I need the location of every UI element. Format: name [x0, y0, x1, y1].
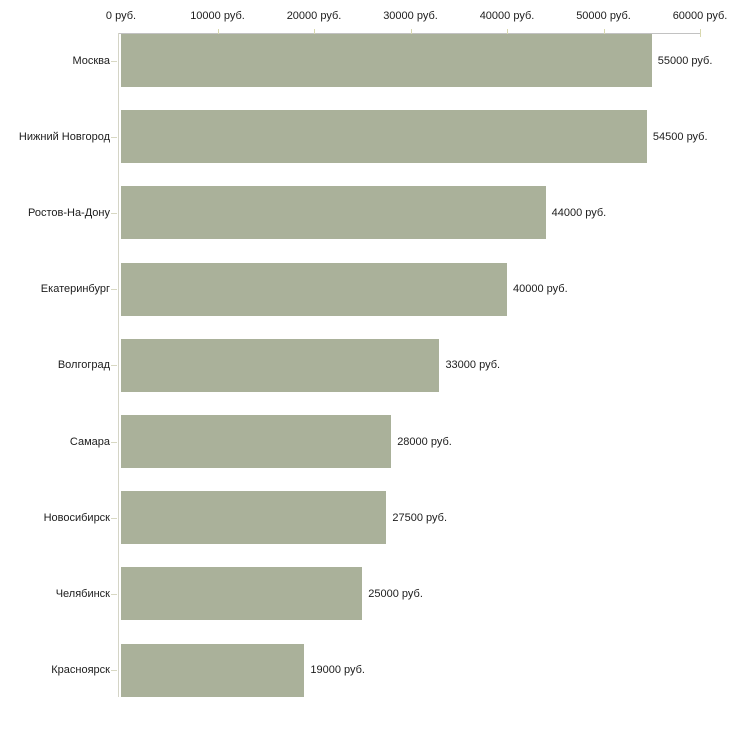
value-label: 28000 руб. [397, 435, 452, 448]
category-tick-mark [111, 670, 117, 671]
bar-9 [121, 644, 304, 697]
x-tick-label: 50000 руб. [576, 10, 631, 22]
bar-1 [121, 34, 652, 87]
category-label: Нижний Новгород [18, 130, 110, 143]
category-label: Москва [72, 54, 110, 67]
category-label: Самара [69, 435, 110, 448]
value-label: 44000 руб. [551, 206, 607, 219]
value-label: 40000 руб. [513, 283, 568, 296]
x-tick-label: 40000 руб. [479, 10, 535, 22]
category-tick-mark [111, 137, 117, 138]
category-tick-mark [111, 289, 117, 290]
bar-2 [121, 110, 647, 163]
category-tick-mark [111, 594, 117, 595]
x-tick-label: 20000 руб. [286, 10, 342, 22]
value-label: 19000 руб. [310, 664, 365, 677]
category-label: Красноярск [51, 664, 110, 677]
category-tick-mark [111, 365, 117, 366]
category-tick-mark [111, 518, 117, 519]
x-tick-label: 10000 руб. [190, 10, 245, 22]
y-axis-line [118, 33, 119, 697]
value-label: 33000 руб. [445, 359, 501, 372]
category-tick-mark [111, 442, 117, 443]
category-tick-mark [111, 61, 117, 62]
category-label: Волгоград [57, 359, 110, 372]
bar-8 [121, 567, 362, 620]
bar-6 [121, 415, 391, 468]
x-tick-label: 0 руб. [105, 10, 137, 22]
category-tick-mark [111, 213, 117, 214]
category-label: Новосибирск [43, 511, 110, 524]
value-label: 54500 руб. [652, 130, 708, 143]
value-label: 27500 руб. [392, 511, 447, 524]
x-tick-label: 30000 руб. [383, 10, 438, 22]
value-label: 25000 руб. [368, 587, 423, 600]
category-label: Екатеринбург [40, 283, 110, 296]
bar-4 [121, 263, 507, 316]
x-tick-label: 60000 руб. [672, 10, 728, 22]
x-tick-mark [700, 29, 701, 37]
bar-5 [121, 339, 439, 392]
bar-7 [121, 491, 386, 544]
bar-3 [121, 186, 546, 239]
value-label: 55000 руб. [657, 54, 713, 67]
category-label: Ростов-На-Дону [27, 206, 110, 219]
category-label: Челябинск [55, 587, 110, 600]
